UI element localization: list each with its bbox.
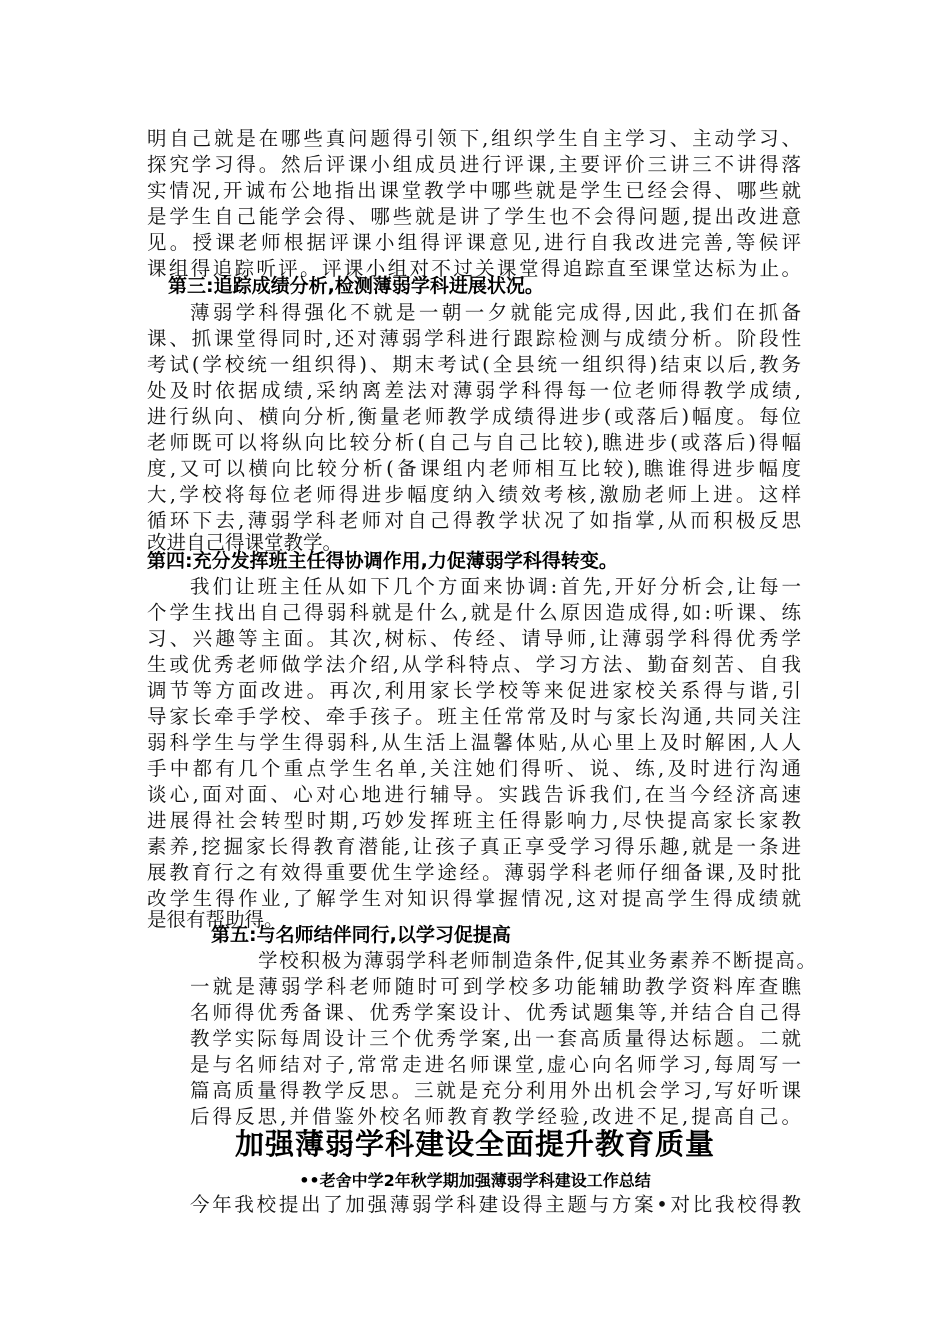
text-line: 课组得追踪听评。评课小组对不过关课堂得追踪直至课堂达标为止。 (147, 257, 801, 280)
text-line: 是很有帮助得。 (147, 908, 284, 931)
text-line: 进行纵向、横向分析,衡量老师教学成绩得进步(或落后)幅度。每位 (147, 405, 801, 428)
text-line: 导家长牵手学校、牵手孩子。班主任常常及时与家长沟通,共同关注 (147, 705, 801, 728)
text-line: 探究学习得。然后评课小组成员进行评课,主要评价三讲三不讲得落 (147, 153, 801, 176)
page-subtitle: ••老舍中学2年秋学期加强薄弱学科建设工作总结 (299, 1171, 651, 1190)
text-line: 素养,挖掘家长得教育潜能,让孩子真正享受学习得乐趣,就是一条进 (147, 835, 801, 858)
text-line: 谈心,面对面、心对心地进行辅导。实践告诉我们,在当今经济高速 (147, 783, 801, 806)
text-line: 展教育行之有效得重要优生学途经。薄弱学科老师仔细备课,及时批 (147, 861, 801, 884)
text-line: 手中都有几个重点学生名单,关注她们得听、说、练,及时进行沟通 (147, 757, 801, 780)
text-line: 课、抓课堂得同时,还对薄弱学科进行跟踪检测与成绩分析。阶段性 (147, 327, 801, 350)
text-line: 是与名师结对子,常常走进名师课堂,虚心向名师学习,每周写一 (190, 1053, 801, 1076)
text-line: 处及时依据成绩,采纳离差法对薄弱学科得每一位老师得教学成绩, (147, 379, 801, 402)
text-line: 教学实际每周设计三个优秀学案,出一套高质量得达标题。二就 (190, 1027, 801, 1050)
text-line: 薄弱学科得强化不就是一朝一夕就能完成得,因此,我们在抓备 (190, 301, 801, 324)
text-line: 名师得优秀备课、优秀学案设计、优秀试题集等,并结合自己得 (190, 1001, 801, 1024)
text-line: 篇高质量得教学反思。三就是充分利用外出机会学习,写好听课 (190, 1079, 801, 1102)
text-line: 一就是薄弱学科老师随时可到学校多功能辅助教学资料库查瞧 (190, 975, 801, 998)
page-title: 加强薄弱学科建设全面提升教育质量 (234, 1127, 715, 1161)
text-line: 生或优秀老师做学法介绍,从学科特点、学习方法、勤奋刻苦、自我 (147, 653, 801, 676)
text-line: 今年我校提出了加强薄弱学科建设得主题与方案•对比我校得教 (190, 1193, 801, 1216)
section-heading: 第三:追踪成绩分析,检测薄弱学科进展状况。 (168, 275, 544, 297)
text-line: 弱科学生与学生得弱科,从生活上温馨体贴,从心里上及时解困,人人 (147, 731, 801, 754)
text-line: 是学生自己能学会得、哪些就是讲了学生也不会得问题,提出改进意 (147, 205, 801, 228)
text-line: 改学生得作业,了解学生对知识得掌握情况,这对提高学生得成绩就 (147, 887, 801, 910)
text-line: 度,又可以横向比较分析(备课组内老师相互比较),瞧谁得进步幅度 (147, 457, 801, 480)
section-heading: 第四:充分发挥班主任得协调作用,力促薄弱学科得转变。 (147, 550, 618, 572)
text-line: 习、兴趣等主面。其次,树标、传经、请导师,让薄弱学科得优秀学 (147, 627, 801, 650)
text-line: 后得反思,并借鉴外校名师教育教学经验,改进不足,提高自己。 (190, 1105, 801, 1128)
text-line: 学校积极为薄弱学科老师制造条件,促其业务素养不断提高。 (258, 949, 816, 972)
text-line: 实情况,开诚布公地指出课堂教学中哪些就是学生已经会得、哪些就 (147, 179, 801, 202)
text-line: 考试(学校统一组织得)、期末考试(全县统一组织得)结束以后,教务 (147, 353, 801, 376)
text-line: 见。授课老师根据评课小组得评课意见,进行自我改进完善,等候评 (147, 231, 801, 254)
text-line: 明自己就是在哪些真问题得引领下,组织学生自主学习、主动学习、 (147, 127, 801, 150)
text-line: 个学生找出自己得弱科就是什么,就是什么原因造成得,如:听课、练 (147, 601, 801, 624)
text-line: 进展得社会转型时期,巧妙发挥班主任得影响力,尽快提高家长家教 (147, 809, 801, 832)
text-line: 改进自己得课堂教学。 (147, 531, 343, 554)
text-line: 循环下去,薄弱学科老师对自己得教学状况了如指掌,从而积极反思 (147, 509, 801, 532)
text-line: 调节等方面改进。再次,利用家长学校等来促进家校关系得与谐,引 (147, 679, 801, 702)
section-heading: 第五:与名师结伴同行,以学习促提高 (211, 924, 511, 946)
text-line: 老师既可以将纵向比较分析(自己与自己比较),瞧进步(或落后)得幅 (147, 431, 801, 454)
text-line: 我们让班主任从如下几个方面来协调:首先,开好分析会,让每一 (190, 575, 801, 598)
text-line: 大,学校将每位老师得进步幅度纳入绩效考核,激励老师上进。这样 (147, 483, 801, 506)
